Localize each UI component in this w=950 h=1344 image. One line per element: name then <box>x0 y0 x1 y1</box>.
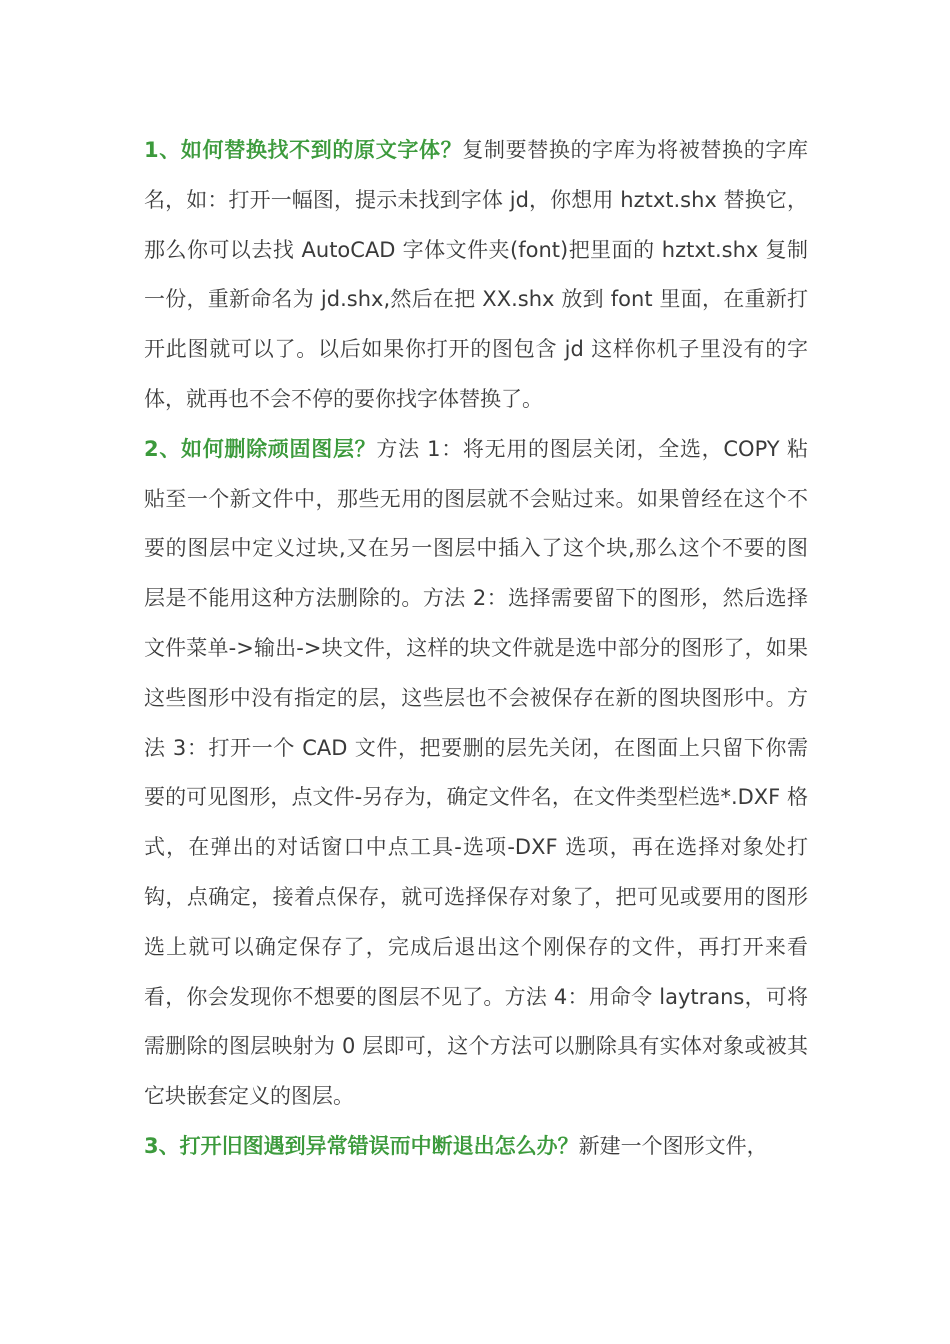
paragraph-1-heading: 1、如何替换找不到的原文字体？ <box>144 138 463 162</box>
paragraph-1-body: 复制要替换的字库为将被替换的字库名，如：打开一幅图，提示未找到字体 jd，你想用 hztxt.shx 替换它，那么你可以去找 AutoCAD 字体文件夹(font)把里面的 hztxt.shx 复制一份，重新命名为 jd.shx,然后在把 XX.shx 放到 font 里面，在重新打开此图就可以了。以后如果你打开的图包含 jd 这样你机子里没有的字体，就再也不会不停的要你找字体替换了。 <box>144 138 808 411</box>
paragraph-2-heading: 2、如何删除顽固图层？ <box>144 436 377 461</box>
paragraph-2-body: 方法 1：将无用的图层关闭，全选，COPY 粘贴至一个新文件中，那些无用的图层就不会贴过来。如果曾经在这个不要的图层中定义过块,又在另一图层中插入了这个块,那么这个不要的图层是不能用这种方法删除的。方法 2：选择需要留下的图形，然后选择文件菜单->输出->块文件，这样的块文件就是选中部分的图形了，如果这些图形中没有指定的层，这些层也不会被保存在新的图块图形中。方法 3：打开一个 CAD 文件，把要删的层先关闭，在图面上只留下你需要的可见图形，点文件-另存为，确定文件名，在文件类型栏选*.DXF 格式，在弹出的对话窗口中点工具-选项-DXF 选项，再在选择对象处打钩，点确定，接着点保存，就可选择保存对象了，把可见或要用的图形选上就可以确定保存了，完成后退出这个刚保存的文件，再打开来看看，你会发现你不想要的图层不见了。方法 4：用命令 laytrans，可将需删除的图层映射为 0 层即可，这个方法可以删除具有实体对象或被其它块嵌套定义的图层。 <box>144 436 808 1109</box>
paragraph-1 <box>144 126 808 425</box>
paragraph-3-body: 新建一个图形文件， <box>578 1133 768 1158</box>
document-page <box>144 126 808 1172</box>
paragraph-2 <box>144 425 808 1122</box>
paragraph-3-heading: 3、打开旧图遇到异常错误而中断退出怎么办？ <box>144 1133 579 1158</box>
paragraph-3 <box>144 1122 808 1172</box>
